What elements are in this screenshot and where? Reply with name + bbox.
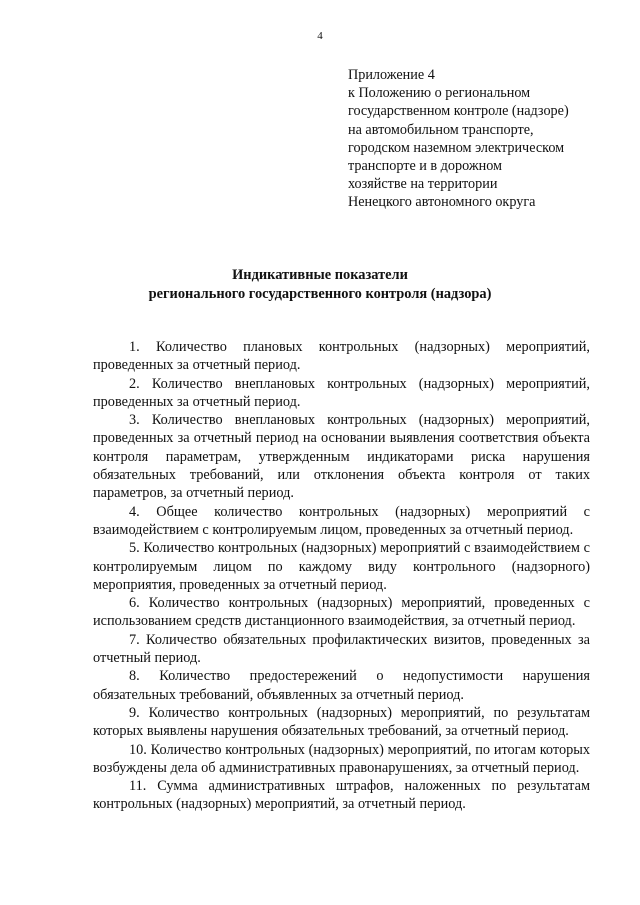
appendix-line: на автомобильном транспорте, <box>348 121 534 138</box>
item-text: Общее количество контрольных (надзорных) мероприятий с взаимодействием с контролируемым лицом, проведенных за отчетный период. <box>93 503 590 538</box>
indicator-item <box>93 667 590 704</box>
appendix-line: Ненецкого автономного округа <box>348 194 536 211</box>
item-number: 1. <box>129 339 140 355</box>
item-text: Сумма административных штрафов, наложенных по результатам контрольных (надзорных) мероприятий, за отчетный период. <box>93 778 590 813</box>
indicator-item <box>93 539 590 594</box>
item-text: Количество контрольных (надзорных) мероприятий, проведенных с использованием средств дистанционного взаимодействия, за отчетный период. <box>93 595 590 630</box>
item-text: Количество предостережений о недопустимости нарушения обязательных требований, объявленных за отчетный период. <box>93 668 590 703</box>
item-text: Количество контрольных (надзорных) мероприятий, по результатам которых выявлены нарушения обязательных требований, за отчетный период. <box>93 704 590 740</box>
page-number: 4 <box>317 30 323 42</box>
item-number: 2. <box>129 375 140 392</box>
title-line-1: Индикативные показатели <box>232 267 408 283</box>
indicator-list <box>93 338 590 814</box>
item-number: 8. <box>129 668 140 685</box>
item-number: 3. <box>129 412 140 429</box>
appendix-line: хозяйстве на территории <box>348 176 498 193</box>
appendix-line: Приложение 4 <box>348 67 435 83</box>
item-number: 5. <box>129 540 140 557</box>
item-number: 11. <box>129 778 147 795</box>
item-number: 10. <box>129 741 147 758</box>
indicator-item <box>93 594 590 631</box>
item-number: 7. <box>129 631 140 648</box>
item-text: Количество внеплановых контрольных (надзорных) мероприятий, проведенных за отчетный период на основании выявления соответствия объекта контроля параметрам, утвержденным индикаторами риска нарушения обязательных требований, или отклонения объекта контроля от таких параметров, за отчетный период. <box>93 412 590 502</box>
indicator-item <box>93 777 590 814</box>
indicator-item <box>93 338 590 375</box>
item-text: Количество обязательных профилактических визитов, проведенных за отчетный период. <box>93 631 590 667</box>
indicator-item <box>93 741 590 778</box>
document-title <box>0 266 640 303</box>
item-number: 9. <box>129 704 140 721</box>
item-text: Количество контрольных (надзорных) мероприятий с взаимодействием с контролируемым лицом по каждому виду контрольного (надзорного) мероприятия, проведенных за отчетный период. <box>93 540 590 593</box>
indicator-item <box>93 503 590 540</box>
appendix-line: государственном контроле (надзоре) <box>348 103 569 120</box>
appendix-header <box>348 66 608 212</box>
indicator-item <box>93 704 590 741</box>
indicator-item <box>93 631 590 668</box>
item-text: Количество контрольных (надзорных) мероприятий, по итогам которых возбуждены дела об административных правонарушениях, за отчетный период. <box>93 741 590 776</box>
indicator-item <box>93 411 590 502</box>
appendix-line: транспорте и в дорожном <box>348 158 503 175</box>
appendix-line: городском наземном электрическом <box>348 139 565 156</box>
item-text: Количество плановых контрольных (надзорных) мероприятий, проведенных за отчетный период. <box>93 339 590 374</box>
indicator-item <box>93 375 590 412</box>
item-text: Количество внеплановых контрольных (надзорных) мероприятий, проведенных за отчетный период. <box>93 375 590 410</box>
title-line-2: регионального государственного контроля (надзора) <box>148 285 492 302</box>
appendix-line: к Положению о региональном <box>348 85 531 102</box>
item-number: 4. <box>129 503 140 520</box>
item-number: 6. <box>129 595 140 612</box>
